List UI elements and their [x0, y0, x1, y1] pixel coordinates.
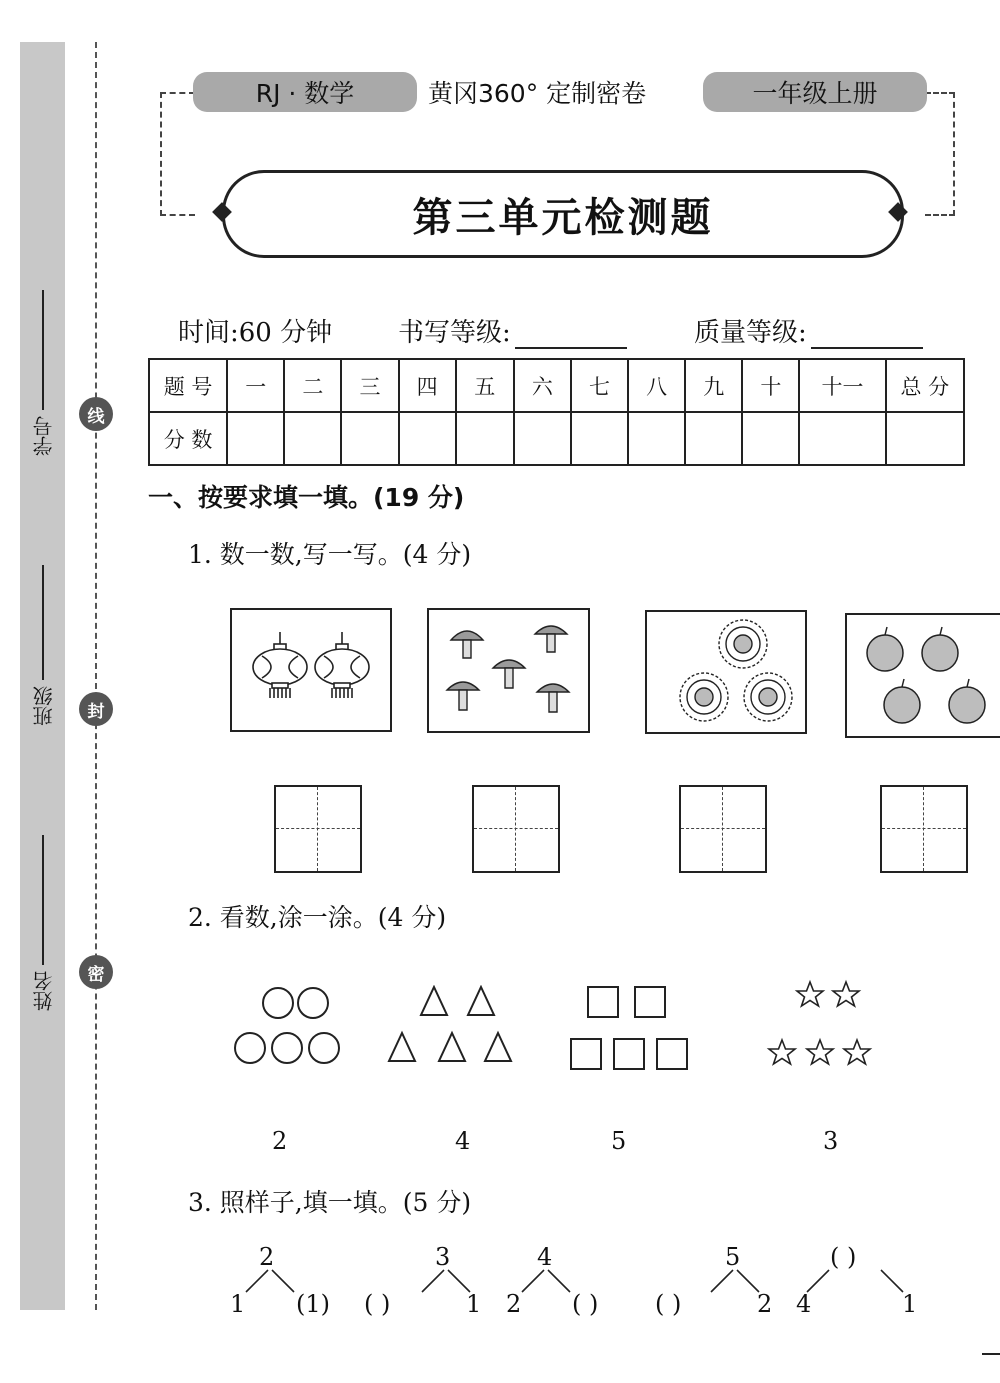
circle-shape[interactable]	[309, 1033, 339, 1063]
tree-top: 5	[725, 1243, 741, 1271]
seal-line-badge: 线	[79, 397, 113, 431]
score-cell[interactable]	[571, 412, 628, 465]
flower-picture	[645, 610, 807, 734]
tree-right: 2	[757, 1290, 773, 1318]
time-info: 时间:60 分钟	[178, 318, 333, 348]
tree-left[interactable]: ( )	[364, 1290, 391, 1318]
tree-branch-icon	[803, 1268, 907, 1294]
score-header-cell: 分 数	[149, 412, 227, 465]
col-header: 七	[571, 359, 628, 412]
page-title: 第三单元检测题	[412, 193, 714, 241]
flower-icon	[647, 612, 805, 732]
col-header: 二	[284, 359, 341, 412]
circle-group	[232, 985, 344, 1071]
apple-picture	[845, 613, 1000, 738]
answer-grid[interactable]	[472, 785, 560, 873]
quality-grade-label: 质量等级:	[694, 318, 807, 348]
square-shape[interactable]	[635, 987, 665, 1017]
score-table-header-row	[149, 359, 964, 412]
q2-number-label: 3	[823, 1127, 839, 1155]
name-line	[42, 835, 44, 965]
score-cell[interactable]	[886, 412, 964, 465]
apple-icon	[847, 615, 1000, 736]
quality-grade-field[interactable]	[694, 312, 923, 349]
col-header: 八	[628, 359, 685, 412]
square-shape[interactable]	[571, 1039, 601, 1069]
col-header: 一	[227, 359, 284, 412]
score-cell[interactable]	[514, 412, 571, 465]
grade-pill: 一年级上册	[703, 72, 927, 112]
class-field[interactable]	[22, 565, 64, 726]
subject-pill: RJ · 数学	[193, 72, 417, 112]
star-shape[interactable]	[797, 982, 823, 1006]
q1-title: 1. 数一数,写一写。(4 分)	[188, 540, 472, 569]
q2-title: 2. 看数,涂一涂。(4 分)	[188, 903, 447, 932]
triangle-shape[interactable]	[468, 987, 494, 1015]
tree-branch-icon	[707, 1268, 763, 1294]
circle-shape[interactable]	[272, 1033, 302, 1063]
square-shape[interactable]	[588, 987, 618, 1017]
tree-top: 2	[259, 1243, 275, 1271]
score-cell[interactable]	[399, 412, 456, 465]
title-banner	[222, 170, 904, 258]
tree-right[interactable]: ( )	[572, 1290, 599, 1318]
header-frame-left	[160, 92, 195, 216]
col-header: 十一	[799, 359, 885, 412]
star-shapes	[766, 978, 876, 1068]
answer-grid[interactable]	[274, 785, 362, 873]
score-cell[interactable]	[685, 412, 742, 465]
writing-grade-blank[interactable]	[515, 319, 627, 349]
col-header: 六	[514, 359, 571, 412]
page-edge-mark	[982, 1353, 1000, 1355]
square-shape[interactable]	[657, 1039, 687, 1069]
header-frame-right	[925, 92, 955, 216]
col-header: 三	[341, 359, 398, 412]
name-label: 姓名	[31, 971, 56, 1011]
col-header: 四	[399, 359, 456, 412]
mushroom-picture	[427, 608, 590, 733]
triangle-group	[386, 985, 516, 1071]
triangle-shape[interactable]	[485, 1033, 511, 1061]
brand-text: 黄冈360° 定制密卷	[428, 79, 647, 108]
seal-secret-badge: 密	[79, 955, 113, 989]
tree-branch-icon	[242, 1268, 298, 1294]
tree-left: 2	[506, 1290, 522, 1318]
triangle-shapes	[386, 985, 516, 1067]
student-id-line	[42, 290, 44, 410]
tree-right: 1	[902, 1290, 918, 1318]
col-header: 五	[456, 359, 514, 412]
triangle-shape[interactable]	[421, 987, 447, 1015]
circle-shape[interactable]	[298, 988, 328, 1018]
class-line	[42, 565, 44, 680]
star-shape[interactable]	[833, 982, 859, 1006]
name-field[interactable]	[22, 835, 64, 1011]
square-shapes	[568, 983, 694, 1073]
tree-left: 1	[230, 1290, 246, 1318]
score-cell[interactable]	[341, 412, 398, 465]
student-id-field[interactable]	[22, 290, 64, 456]
mushroom-icon	[429, 610, 588, 731]
class-label: 班级	[31, 686, 56, 726]
square-shape[interactable]	[614, 1039, 644, 1069]
tree-left: 4	[796, 1290, 812, 1318]
q2-number-label: 4	[455, 1127, 471, 1155]
triangle-shape[interactable]	[389, 1033, 415, 1061]
star-shape[interactable]	[844, 1040, 870, 1064]
cut-line	[95, 42, 97, 1310]
col-header: 十	[742, 359, 799, 412]
writing-grade-field[interactable]	[398, 312, 627, 349]
score-cell[interactable]	[284, 412, 341, 465]
score-cell[interactable]	[799, 412, 885, 465]
score-table	[148, 358, 965, 466]
score-cell[interactable]	[742, 412, 799, 465]
answer-grid[interactable]	[679, 785, 767, 873]
row-header-cell: 题 号	[149, 359, 227, 412]
lantern-picture	[230, 608, 392, 732]
col-header: 九	[685, 359, 742, 412]
star-group	[766, 978, 876, 1072]
circle-shapes	[232, 985, 344, 1067]
tree-right: 1	[466, 1290, 482, 1318]
tree-top: 4	[537, 1243, 553, 1271]
score-cell[interactable]	[227, 412, 284, 465]
star-shape[interactable]	[807, 1040, 833, 1064]
triangle-shape[interactable]	[439, 1033, 465, 1061]
square-group	[568, 983, 694, 1077]
quality-grade-blank[interactable]	[811, 319, 923, 349]
score-cell[interactable]	[628, 412, 685, 465]
tree-top: 3	[435, 1243, 451, 1271]
q2-number-label: 5	[611, 1127, 627, 1155]
seal-seal-badge: 封	[79, 692, 113, 726]
score-table-score-row	[149, 412, 964, 465]
q3-title: 3. 照样子,填一填。(5 分)	[188, 1188, 472, 1217]
section-1-title: 一、按要求填一填。(19 分)	[148, 483, 465, 512]
col-header: 总 分	[886, 359, 964, 412]
circle-shape[interactable]	[263, 988, 293, 1018]
answer-grid[interactable]	[880, 785, 968, 873]
circle-shape[interactable]	[235, 1033, 265, 1063]
writing-grade-label: 书写等级:	[398, 318, 511, 348]
score-cell[interactable]	[456, 412, 514, 465]
tree-right[interactable]: (1)	[296, 1290, 330, 1318]
tree-branch-icon	[518, 1268, 574, 1294]
q2-number-label: 2	[272, 1127, 288, 1155]
tree-top[interactable]: ( )	[830, 1243, 857, 1271]
star-shape[interactable]	[769, 1040, 795, 1064]
lantern-icon	[232, 610, 390, 730]
tree-left[interactable]: ( )	[655, 1290, 682, 1318]
student-id-label: 学号	[31, 416, 56, 456]
